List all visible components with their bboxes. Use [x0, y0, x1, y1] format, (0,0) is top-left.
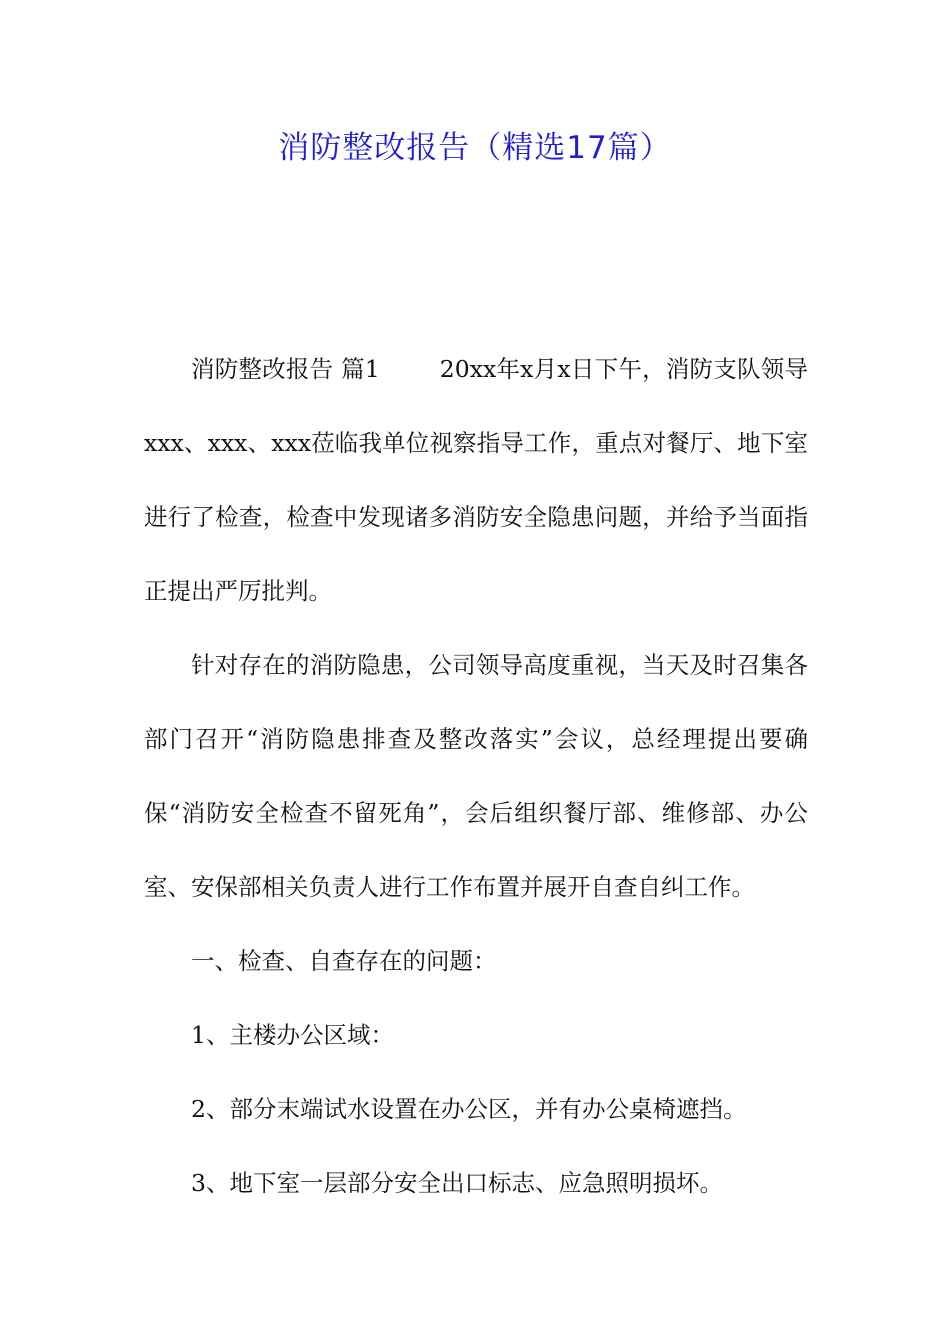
paragraph-1: [144, 332, 808, 628]
paragraph-1-text: 20xx年x月x日下午，消防支队领导xxx、xxx、xxx莅临我单位视察指导工作，重点对餐厅、地下室进行了检查，检查中发现诸多消防安全隐患问题，并给予当面指正提出严厉批判。: [144, 355, 808, 605]
document-title: 消防整改报告（精选17篇）: [278, 130, 672, 166]
section-heading: 消防整改报告 篇1: [191, 355, 380, 383]
paragraph-6: 3、地下室一层部分安全出口标志、应急照明损坏。: [191, 1169, 723, 1197]
paragraph-3: 一、检查、自查存在的问题：: [191, 947, 497, 975]
document-body: [144, 332, 808, 1220]
paragraph-2: 针对存在的消防隐患，公司领导高度重视，当天及时召集各部门召开“消防隐患排查及整改落实”会议，总经理提出要确保“消防安全检查不留死角”，会后组织餐厅部、维修部、办公室、安保部相关负责人进行工作布置并展开自查自纠工作。: [144, 651, 808, 901]
paragraph-4: 1、主楼办公区域：: [191, 1021, 394, 1049]
paragraph-5: 2、部分末端试水设置在办公区，并有办公桌椅遮挡。: [191, 1095, 747, 1123]
